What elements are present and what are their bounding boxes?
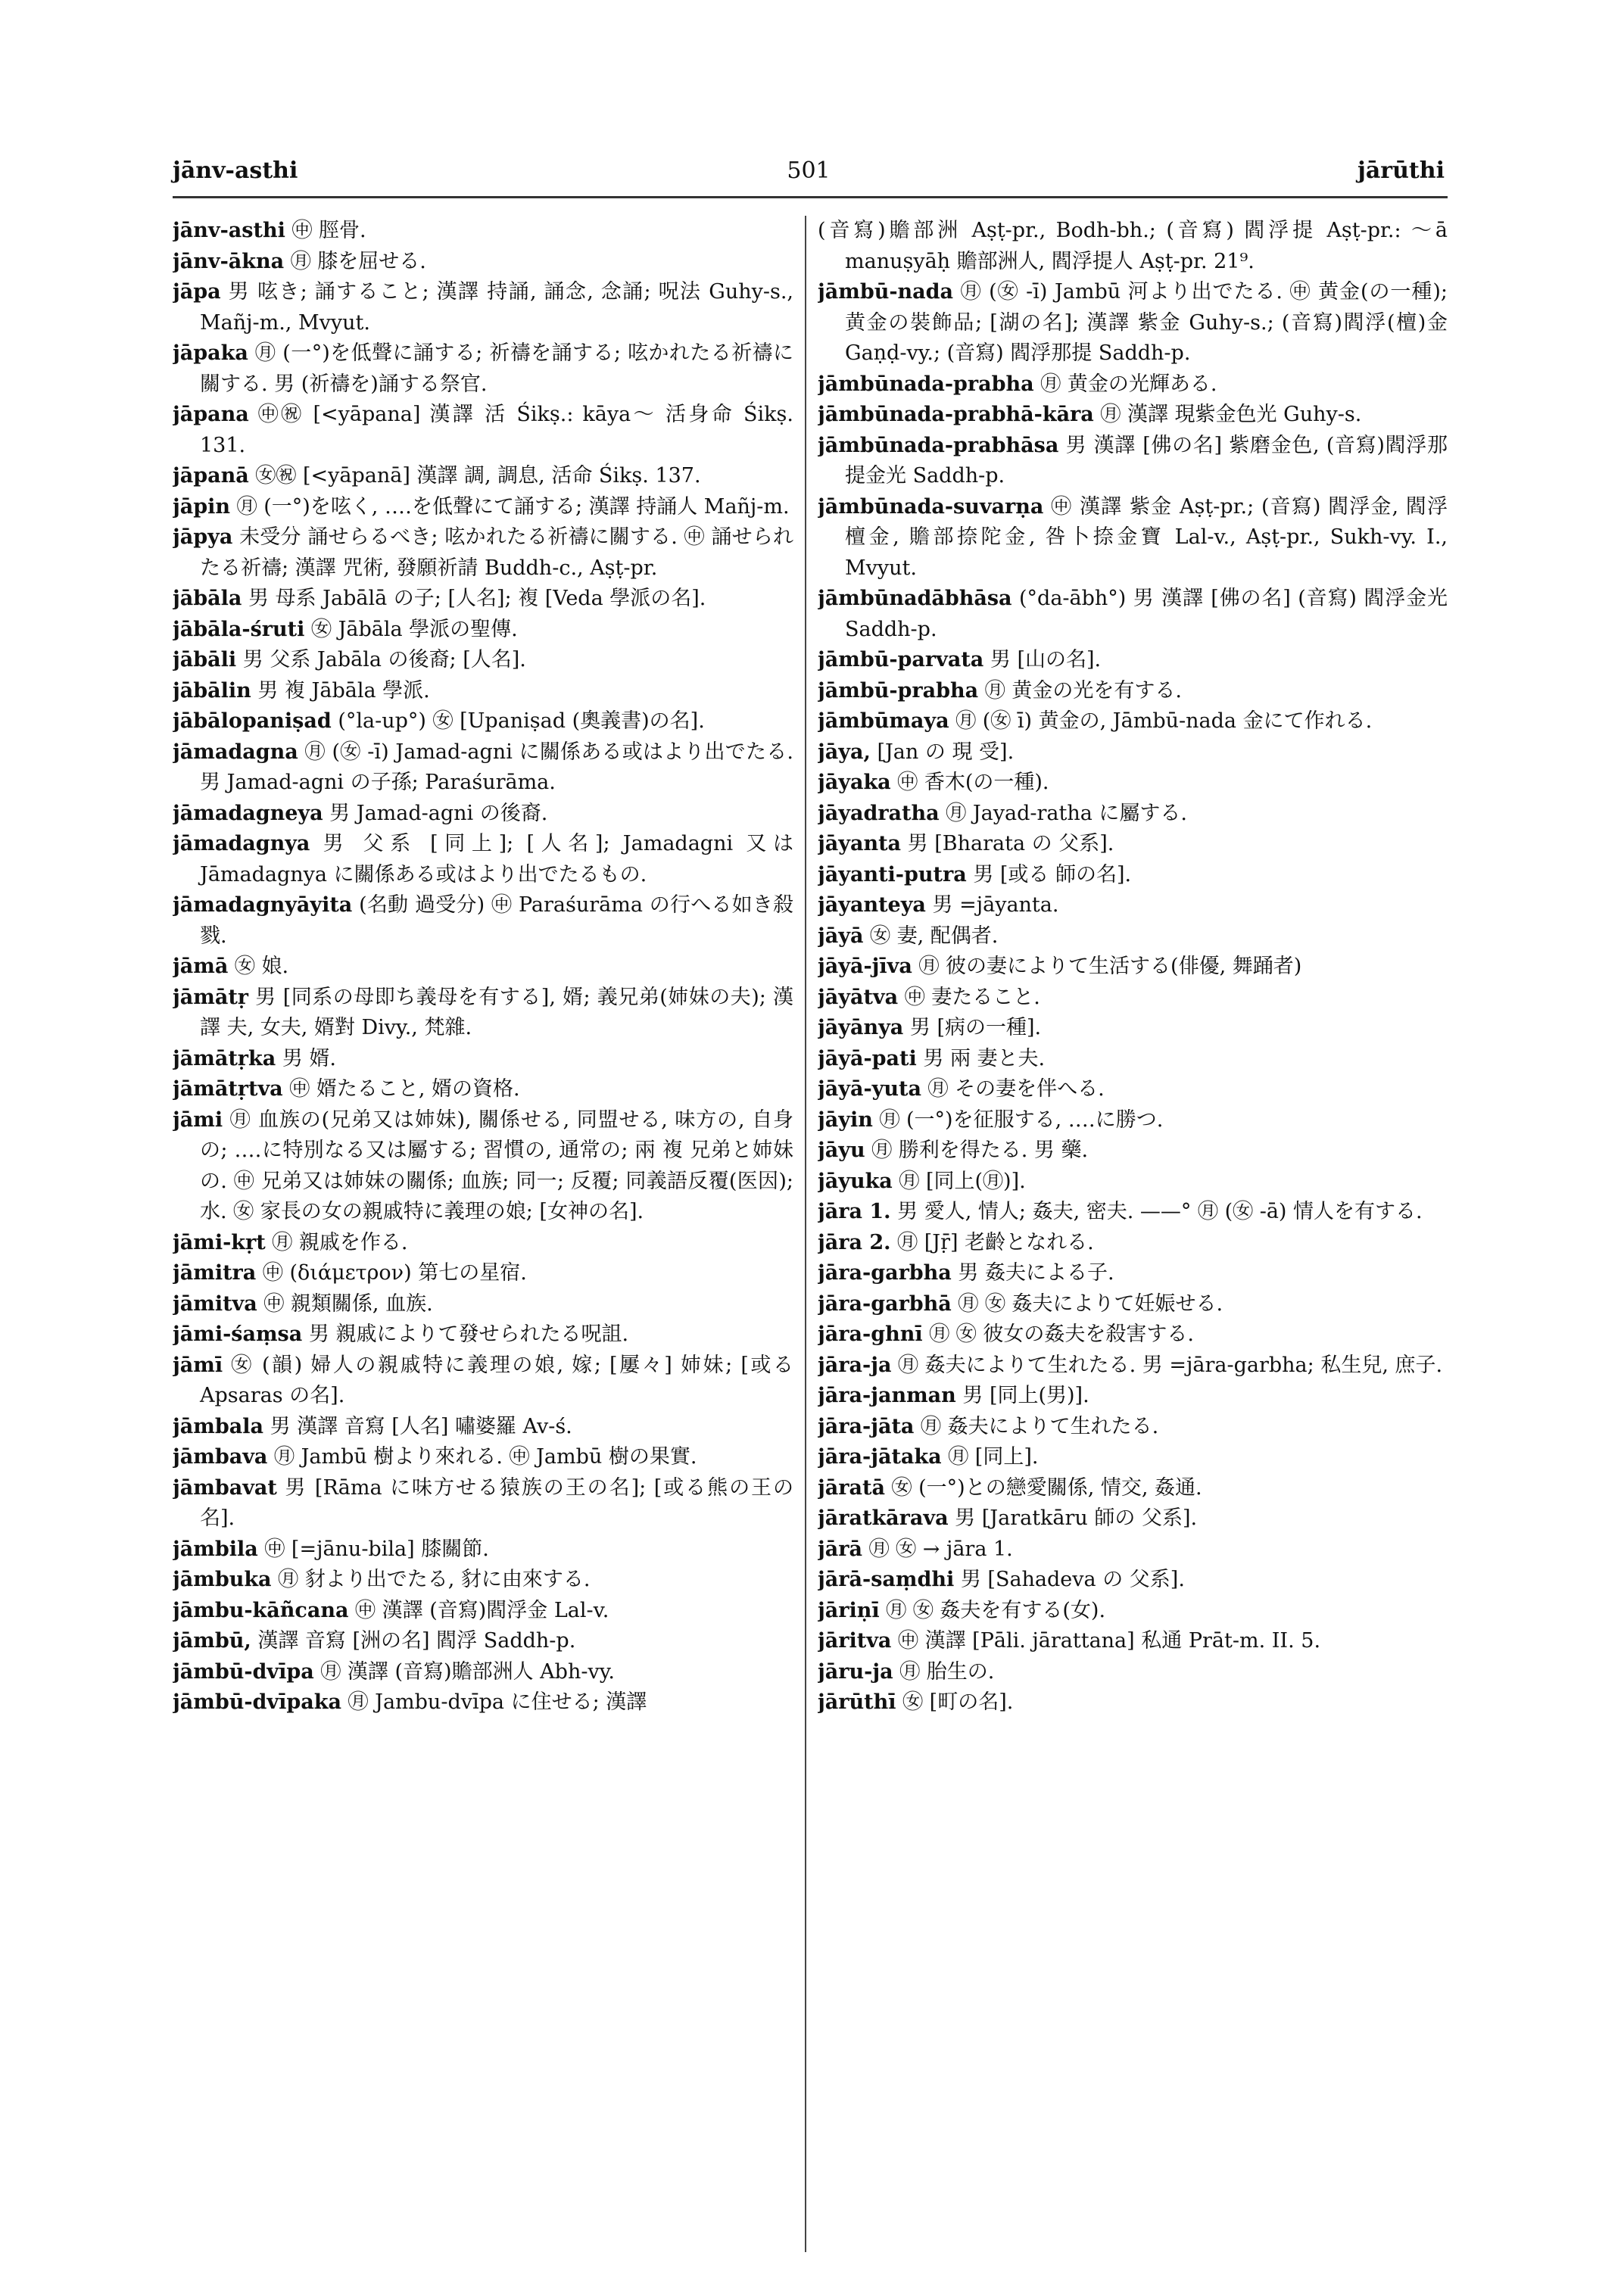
dictionary-entry [173, 952, 793, 983]
entry-definition: ㊊ 胎生の. [899, 1659, 995, 1684]
entry-definition: 男 婿. [282, 1046, 336, 1070]
entry-definition: ㊊ 姦夫によりて生れたる. [921, 1414, 1159, 1438]
header-rule [173, 196, 1448, 198]
dictionary-entry [173, 1074, 793, 1105]
entry-definition: ㊊ 膝を屈せる. [290, 249, 426, 273]
entry-headword: jāmbavat [173, 1475, 277, 1500]
dictionary-entry [818, 983, 1448, 1014]
entry-headword: jāpin [173, 494, 231, 519]
dictionary-entry [173, 1534, 793, 1566]
entry-definition: ㊊ ㊛ 姦夫によりて妊娠せる. [958, 1291, 1223, 1316]
header-first-headword: jānv-asthi [173, 157, 298, 184]
dictionary-entry [173, 461, 793, 492]
entry-headword: jābālopaniṣad [173, 709, 332, 733]
entry-headword: jāyā-pati [818, 1046, 917, 1070]
dictionary-entry [173, 676, 793, 707]
dictionary-entry [818, 277, 1448, 369]
entry-headword: jāra-janman [818, 1384, 956, 1407]
dictionary-entry [818, 1381, 1448, 1412]
entry-headword: jāmbūnada-prabhāsa [818, 433, 1059, 457]
entry-definition: ㊊ Jambu-dvīpa に住せる; 漢譯 [348, 1690, 647, 1714]
entry-definition: ㊥ [=jānu-bila] 膝關節. [264, 1537, 489, 1561]
entry-headword: jāyanteya [818, 893, 926, 917]
entry-definition: 男 [或る 師の名]. [973, 862, 1132, 886]
entry-definition: 男 漢譯 [佛の名] 紫磨金色, (音寫)閻浮那提金光 Saddh-p. [845, 433, 1448, 488]
dictionary-entry [173, 706, 793, 737]
left-column [173, 216, 793, 2252]
entry-definition: ㊊ [Jṝ] 老齡となれる. [897, 1230, 1094, 1254]
entry-headword: jāra-jāta [818, 1414, 915, 1438]
entry-definition: ㊊ その妻を伴へる. [927, 1077, 1105, 1101]
entry-definition: 男 [同上(男)]. [962, 1384, 1089, 1407]
entry-definition: 男 [Rāma に味方せる猿族の王の名]; [或る熊の王の名]. [200, 1475, 793, 1530]
dictionary-entry [173, 829, 793, 890]
entry-headword: jāyā [818, 924, 864, 948]
dictionary-entry [173, 1687, 793, 1718]
dictionary-entry [818, 369, 1448, 400]
entry-headword: jāmbūmaya [818, 709, 949, 733]
entry-headword: jāmi-kṛt [173, 1230, 266, 1254]
entry-headword: jāmbū, [173, 1629, 251, 1653]
entry-headword: jāmbila [173, 1537, 258, 1561]
entry-headword: jāra-garbhā [818, 1291, 952, 1316]
dictionary-entry [818, 216, 1448, 277]
entry-definition: (名動 過受分) ㊥ Paraśurāma の行へる如き殺戮. [200, 893, 793, 948]
dictionary-entry [173, 983, 793, 1044]
entry-definition: ㊊ 黄金の光輝ある. [1040, 372, 1217, 396]
entry-headword: jāyā-yuta [818, 1077, 921, 1101]
dictionary-entry [818, 492, 1448, 584]
entry-definition: 男 愛人, 情人; 姦夫, 密夫. ——° ㊊ (㊛ -ā) 情人を有する. [897, 1200, 1423, 1223]
entry-headword: jāmbū-parvata [818, 648, 984, 671]
entry-definition: ㊥ 脛骨. [291, 219, 366, 242]
entry-definition: ㊥ 親類關係, 血族. [263, 1291, 433, 1316]
entry-definition: ㊥㊗ [<yāpana] 漢譯 活 Śikṣ.: kāya〜 活身命 Śikṣ. 131. [200, 403, 793, 457]
entry-headword: jāmadagna [173, 740, 298, 764]
dictionary-entry [818, 645, 1448, 676]
dictionary-entry [173, 1351, 793, 1412]
entry-headword: jābālin [173, 678, 251, 703]
dictionary-entry [818, 1442, 1448, 1473]
entry-headword: jāru-ja [818, 1659, 893, 1684]
dictionary-entry [173, 492, 793, 523]
entry-definition: ㊊ (㊛ ī) 黄金の, Jāmbū-nada 金にて作れる. [955, 709, 1373, 733]
entry-definition: 男 [Sahadeva の 父系]. [960, 1568, 1185, 1591]
entry-headword: jāpana [173, 403, 249, 426]
entry-definition: ㊥ 婿たること, 婿の資格. [289, 1077, 520, 1101]
dictionary-entry [818, 921, 1448, 952]
entry-headword: jāmadagnyāyita [173, 893, 353, 917]
dictionary-entry [173, 522, 793, 584]
entry-definition: ㊊ 姦夫によりて生れたる. 男 =jāra-garbha; 私生兒, 庶子. [898, 1353, 1443, 1377]
entry-headword: jāyuka [818, 1169, 893, 1193]
entry-definition: ㊊ 黄金の光を有する. [984, 678, 1182, 703]
entry-definition: ㊊ (㊛ -ī) Jambū 河より出でたる. ㊥ 黄金(の一種); 黄金の裝飾品; [湖の名]; 漢譯 紫金 Guhy-s.; (音寫)閻浮(檀)金 Gaṇḍ-vy.; (音寫) 閻浮那提 Saddh-p. [845, 280, 1448, 365]
dictionary-entry [818, 737, 1448, 768]
entry-headword: jāra 1. [818, 1200, 891, 1223]
entry-definition: ㊊ ㊛ 姦夫を有する(女). [886, 1598, 1106, 1622]
dictionary-entry [818, 768, 1448, 799]
entry-definition: ㊊ (一°)を呟く, ‥‥を低聲にて誦する; 漢譯 持誦人 Mañj-m. [236, 494, 790, 519]
entry-definition: ㊛ Jābāla 學派の聖傳. [310, 617, 518, 641]
entry-definition: ㊊ 漢譯 (音寫)贍部洲人 Abh-vy. [320, 1659, 615, 1684]
running-header [173, 157, 1445, 188]
entry-definition: 男 呟き; 誦すること; 漢譯 持誦, 誦念, 念誦; 呪法 Guhy-s., Mañj-m., Mvyut. [200, 280, 793, 335]
dictionary-entry [173, 890, 793, 952]
dictionary-entry [173, 1228, 793, 1259]
dictionary-entry [173, 216, 793, 247]
entry-definition: ㊛ 妻, 配偶者. [870, 924, 999, 948]
entry-headword: jāmbu-kāñcana [173, 1598, 349, 1622]
dictionary-entry [818, 400, 1448, 431]
entry-headword: jānv-asthi [173, 219, 285, 242]
entry-definition: 男 =jāyanta. [932, 893, 1059, 917]
entry-definition: ㊊ [同上]. [948, 1445, 1039, 1469]
dictionary-entry [173, 1442, 793, 1473]
entry-headword: jāra-jātaka [818, 1445, 942, 1469]
dictionary-entry [173, 1657, 793, 1688]
dictionary-entry [818, 1228, 1448, 1259]
entry-headword: jāmi [173, 1108, 223, 1132]
entry-definition: ㊊ 血族の(兄弟又は姉妹), 關係せる, 同盟せる, 味方の, 自身の; ‥‥に特別なる又は屬する; 習慣の, 通常の; 兩 複 兄弟と姉妹の. ㊥ 兄弟又は姉妹の關係; 血族; 同一; 反覆; 同義語反覆(医因); 水. ㊛ 家長の女の親戚特に義理の娘; [女神の名]. [200, 1108, 793, 1223]
dictionary-entry [818, 431, 1448, 492]
entry-definition: ㊊ (㊛ -ī) Jamad-agni に關係ある或はより出でたる. 男 Jamad-agni の子孫; Paraśurāma. [200, 740, 793, 794]
dictionary-entry [818, 1565, 1448, 1596]
entry-headword: jāyadratha [818, 801, 940, 825]
entry-definition: ㊊ Jambū 樹より來れる. ㊥ Jambū 樹の果實. [273, 1445, 697, 1469]
dictionary-entry [818, 1197, 1448, 1228]
entry-definition: ㊊ ㊛ 彼女の姦夫を殺害する. [929, 1323, 1194, 1346]
entry-headword: jāyātva [818, 985, 899, 1009]
entry-headword: jāmadagnya [173, 832, 310, 855]
entry-headword: jāmbuka [173, 1568, 272, 1591]
entry-headword: jārā [818, 1537, 862, 1561]
entry-headword: jāyanta [818, 832, 902, 855]
entry-headword: jāyā-jīva [818, 955, 912, 978]
dictionary-entry [818, 1289, 1448, 1320]
entry-headword: jāmi-śaṃsa [173, 1323, 303, 1346]
entry-headword: jāyaka [818, 771, 891, 794]
dictionary-entry [173, 1105, 793, 1228]
dictionary-entry [818, 1596, 1448, 1627]
entry-headword: jāyānya [818, 1016, 904, 1039]
entry-definition: ㊥ 香木(の一種). [897, 771, 1049, 794]
dictionary-entry [818, 1105, 1448, 1136]
entry-definition: ㊊ ㊛ → jāra 1. [868, 1537, 1013, 1561]
page-number: 501 [787, 157, 831, 184]
dictionary-entry [818, 1167, 1448, 1198]
entry-definition: 男 [病の一種]. [909, 1016, 1042, 1039]
entry-definition: ㊥ 漢譯 (音寫)閻浮金 Lal-v. [355, 1598, 609, 1622]
dictionary-entry [818, 1473, 1448, 1504]
entry-headword: jāmātṛka [173, 1046, 276, 1070]
entry-definition: (音寫)贍部洲 Aṣṭ-pr., Bodh-bh.; (音寫) 閻浮提 Aṣṭ-pr.: 〜ā manuṣyāḥ 贍部洲人, 閻浮提人 Aṣṭ-pr. 21⁹. [818, 219, 1448, 273]
dictionary-entry [173, 615, 793, 646]
entry-definition: ㊥ 漢譯 [Pāli. jārattana] 私通 Prāt-m. II. 5. [898, 1629, 1321, 1653]
dictionary-entry [173, 247, 793, 278]
dictionary-entry [818, 1258, 1448, 1289]
dictionary-entry [173, 737, 793, 799]
entry-definition: 男 父系 [同上]; [人名]; Jamadagni 又は Jāmadagnya に關係ある或はより出でたるもの. [200, 832, 793, 886]
entry-definition: ㊥ 妻たること. [904, 985, 1040, 1009]
entry-definition: ㊛㊗ [<yāpanā] 漢譯 調, 調息, 活命 Śikṣ. 137. [255, 464, 701, 488]
dictionary-entry [173, 338, 793, 400]
entry-headword: jāya, [818, 740, 871, 764]
dictionary-entry [818, 799, 1448, 830]
entry-headword: jābāla [173, 587, 242, 610]
dictionary-entry [173, 1289, 793, 1320]
entry-definition: 男 母系 Jabālā の子; [人名]; 複 [Veda 學派の名]. [248, 587, 706, 610]
entry-headword: jāpaka [173, 341, 248, 365]
entry-headword: jābāli [173, 648, 237, 671]
dictionary-entry [173, 1596, 793, 1627]
entry-definition: 男 [Jaratkāru 師の 父系]. [955, 1506, 1198, 1530]
entry-definition: ㊊ Jayad-ratha に屬する. [946, 801, 1188, 825]
dictionary-entry [173, 1626, 793, 1657]
dictionary-entry [173, 1473, 793, 1534]
entry-headword: jāmbūnada-suvarṇa [818, 494, 1044, 519]
dictionary-entry [818, 1626, 1448, 1657]
entry-definition: ㊊ 勝利を得たる. 男 藥. [871, 1139, 1089, 1162]
entry-definition: 未受分 誦せらるべき; 呟かれたる祈禱に關する. ㊥ 誦せられたる祈禱; 漢譯 咒術, 發願祈請 Buddh-c., Aṣṭ-pr. [200, 525, 793, 580]
dictionary-entry [173, 1044, 793, 1075]
dictionary-entry [818, 860, 1448, 891]
entry-definition: ㊛ [町の名]. [902, 1690, 1014, 1714]
entry-definition: ㊊ 親戚を作る. [272, 1230, 408, 1254]
entry-headword: jāra 2. [818, 1230, 891, 1254]
entry-headword: jāmbū-dvīpaka [173, 1690, 341, 1714]
entry-definition: 男 親戚によりて發せられたる呪詛. [308, 1323, 629, 1346]
entry-headword: jāmātṛtva [173, 1077, 283, 1101]
entry-definition: 男 Jamad-agni の後裔. [329, 801, 548, 825]
entry-definition: [Jan の 現 受]. [877, 740, 1015, 764]
entry-definition: ㊥ (διάμετρον) 第七の星宿. [262, 1261, 527, 1285]
dictionary-entry [173, 1565, 793, 1596]
entry-headword: jāmbūnada-prabhā-kāra [818, 403, 1094, 426]
entry-headword: jārūthī [818, 1690, 896, 1714]
entry-headword: jābāla-śruti [173, 617, 305, 641]
entry-headword: jānv-ākna [173, 249, 285, 273]
dictionary-entry [818, 1657, 1448, 1688]
dictionary-entry [818, 706, 1448, 737]
entry-definition: ㊊ 豺より出でたる, 豺に由來する. [278, 1568, 591, 1591]
column-separator [805, 216, 806, 2252]
entry-definition: 男 姦夫による子. [958, 1261, 1114, 1285]
entry-definition: 男 兩 妻と夫. [923, 1046, 1046, 1070]
entry-definition: 男 父系 Jabāla の後裔; [人名]. [242, 648, 526, 671]
entry-headword: jāritva [818, 1629, 892, 1653]
entry-headword: jāyanti-putra [818, 862, 967, 886]
dictionary-entry [818, 1351, 1448, 1382]
dictionary-entry [818, 1534, 1448, 1566]
entry-headword: jāratā [818, 1475, 885, 1500]
entry-definition: ㊊ (一°)を低聲に誦する; 祈禱を誦する; 呟かれたる祈禱に關する. 男 (祈禱を)誦する祭官. [200, 341, 793, 396]
entry-headword: jāmātṛ [173, 985, 249, 1009]
entry-headword: jāra-ghnī [818, 1323, 923, 1346]
entry-definition: 男 漢譯 音寫 [人名] 嘯婆羅 Av-ś. [270, 1414, 572, 1438]
entry-definition: 男 [山の名]. [990, 648, 1102, 671]
dictionary-entry [818, 1503, 1448, 1534]
entry-headword: jāra-garbha [818, 1261, 952, 1285]
entry-headword: jāpa [173, 280, 221, 304]
dictionary-entry [818, 1136, 1448, 1167]
entry-definition: 漢譯 音寫 [洲の名] 閻浮 Saddh-p. [257, 1629, 576, 1653]
entry-definition: (°da-ābh°) 男 漢譯 [佛の名] (音寫) 閻浮金光 Saddh-p. [845, 587, 1448, 641]
dictionary-entry [818, 1687, 1448, 1718]
dictionary-entry [818, 1074, 1448, 1105]
dictionary-entry [173, 1319, 793, 1351]
entry-headword: jāmbū-nada [818, 280, 954, 304]
entry-headword: jāmbū-dvīpa [173, 1659, 314, 1684]
entry-headword: jāmbūnadābhāsa [818, 587, 1012, 610]
entry-definition: (°la-up°) ㊛ [Upaniṣad (奧義書)の名]. [338, 709, 705, 733]
right-column [818, 216, 1448, 2252]
dictionary-entry [173, 1412, 793, 1443]
dictionary-entry [818, 890, 1448, 921]
entry-definition: ㊊ 漢譯 現紫金色光 Guhy-s. [1100, 403, 1362, 426]
dictionary-entry [818, 829, 1448, 860]
entry-definition: ㊊ [同上(㊊)]. [899, 1169, 1026, 1193]
entry-headword: jāpanā [173, 464, 249, 488]
entry-headword: jāmitva [173, 1291, 257, 1316]
dictionary-entry [173, 277, 793, 338]
dictionary-entry [173, 799, 793, 830]
entry-headword: jāmbū-prabha [818, 678, 979, 703]
dictionary-entry [818, 584, 1448, 645]
dictionary-entry [818, 1412, 1448, 1443]
entry-headword: jāmī [173, 1353, 223, 1377]
dictionary-entry [818, 1044, 1448, 1075]
entry-headword: jāyu [818, 1139, 865, 1162]
dictionary-entry [818, 1319, 1448, 1351]
entry-headword: jāmā [173, 955, 229, 978]
entry-headword: jāratkārava [818, 1506, 949, 1530]
entry-definition: ㊊ 彼の妻によりて生活する(俳優, 舞踊者) [918, 955, 1302, 978]
dictionary-entry [818, 1013, 1448, 1044]
entry-headword: jāmitra [173, 1261, 257, 1285]
entry-definition: ㊥ 漢譯 紫金 Aṣṭ-pr.; (音寫) 閻浮金, 閻浮檀金, 贍部捺陀金, 咎卜捺金寶 Lal-v., Aṣṭ-pr., Sukh-vy. I., Mvyut. [845, 494, 1448, 580]
entry-headword: jāmadagneya [173, 801, 323, 825]
dictionary-entry [173, 400, 793, 461]
entry-headword: jāra-ja [818, 1353, 892, 1377]
entry-headword: jārā-saṃdhi [818, 1568, 955, 1591]
header-last-headword: jārūthi [1357, 157, 1445, 184]
dictionary-entry [818, 952, 1448, 983]
entry-definition: ㊛ (韻) 婦人の親戚特に義理の娘, 嫁; [屢々] 姉妹; [或る Apsaras の名]. [200, 1353, 793, 1407]
entry-definition: ㊛ 娘. [234, 955, 289, 978]
entry-definition: 男 [Bharata の 父系]. [907, 832, 1114, 855]
entry-headword: jāmbava [173, 1445, 268, 1469]
dictionary-entry [173, 1258, 793, 1289]
entry-definition: ㊊ (一°)を征服する, ‥‥に勝つ. [879, 1108, 1164, 1132]
dictionary-entry [818, 676, 1448, 707]
entry-headword: jāpya [173, 525, 233, 549]
dictionary-entry [173, 584, 793, 615]
entry-definition: 男 複 Jābāla 學派. [257, 678, 430, 703]
entry-definition: 男 [同系の母即ち義母を有する], 婿; 義兄弟(姉妹の夫); 漢譯 夫, 女夫, 婿對 Divy., 梵雜. [200, 985, 793, 1039]
entry-headword: jāyin [818, 1108, 873, 1132]
entry-headword: jāmbūnada-prabha [818, 372, 1034, 396]
entry-headword: jāriṇī [818, 1598, 880, 1622]
entry-headword: jāmbala [173, 1414, 263, 1438]
entry-definition: ㊛ (一°)との戀愛關係, 情交, 姦通. [891, 1475, 1202, 1500]
dictionary-entry [173, 645, 793, 676]
